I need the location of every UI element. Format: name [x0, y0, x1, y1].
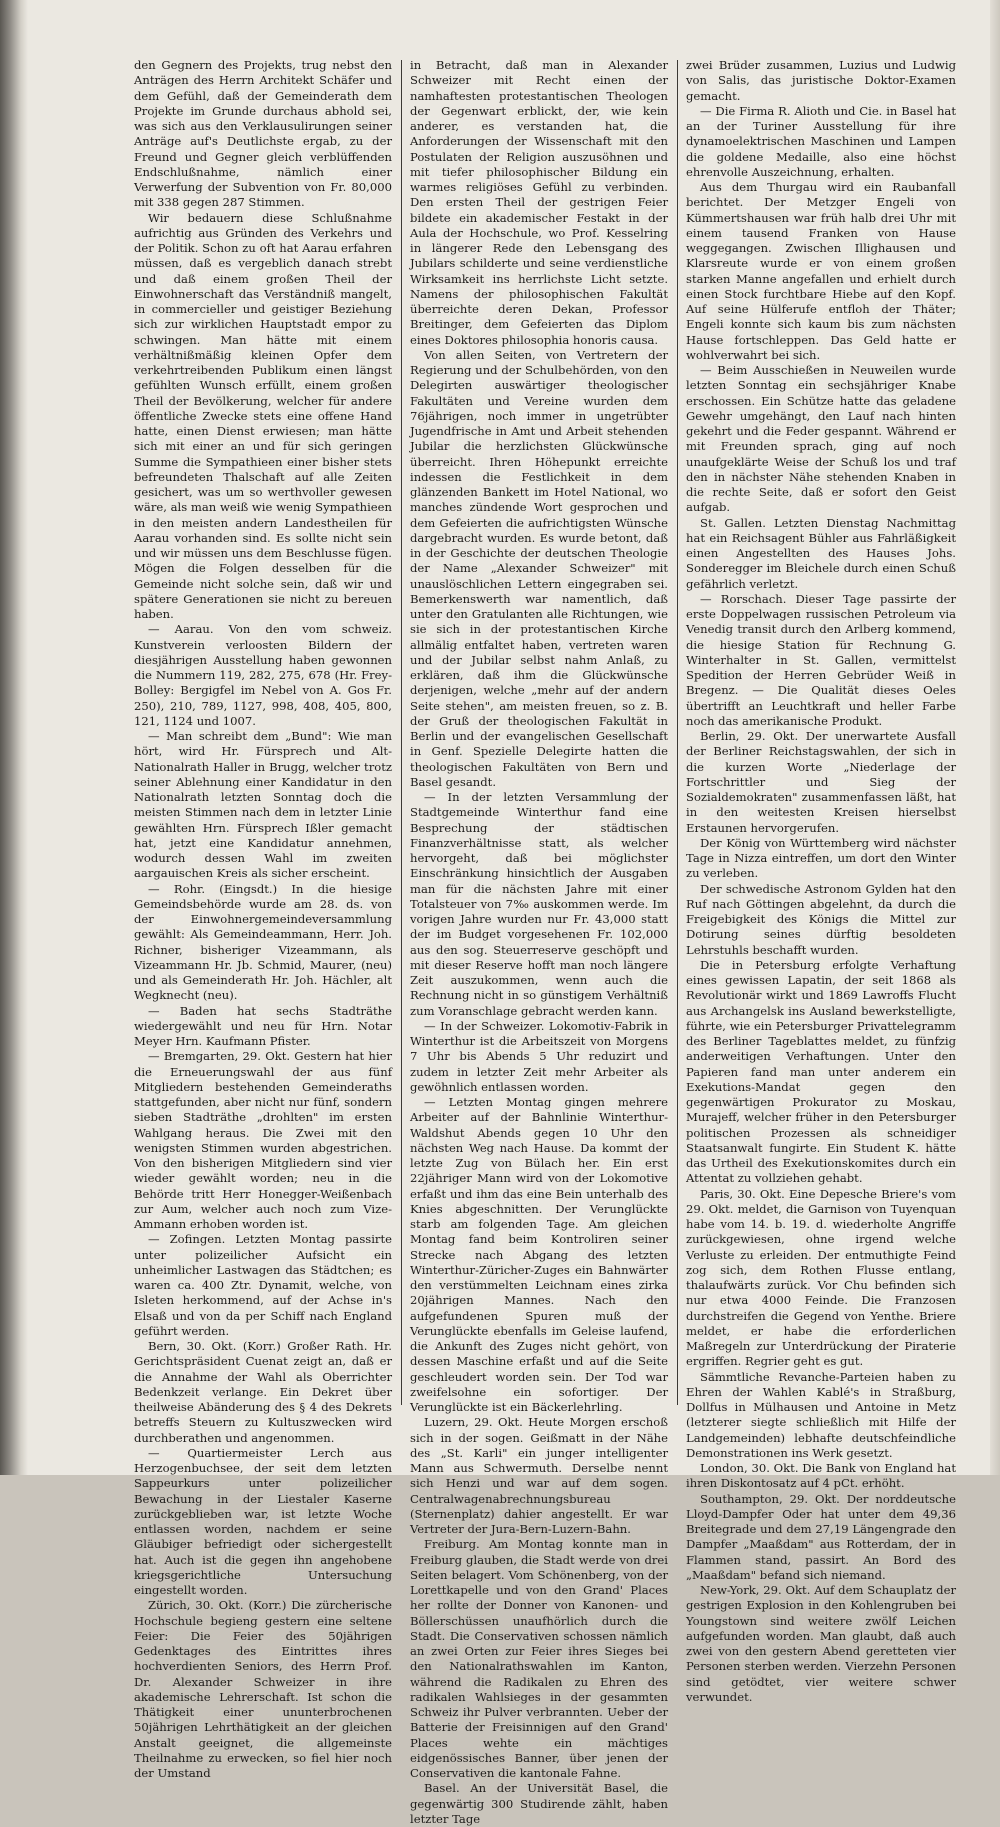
- article-paragraph: Basel. An der Universität Basel, die gegenwärtig 300 Studirende zählt, haben letzter Tage: [410, 1781, 668, 1826]
- article-paragraph: Die in Petersburg erfolgte Verhaftung eines gewissen Lapatin, der seit 1868 als Revolutionär wirkt und 1869 Lawroffs Flucht aus Archangelsk ins Ausland bewerkstelligte, führte, wie ein Petersburger Privattelegramm des Berliner Tageblattes meldet, zu fünfzig anderweitigen Verhaftungen. Unter den Papieren fand man unter anderem ein Exekutions-Mandat gegen den gegenwärtigen Prokurator zu Moskau, Murajeff, welcher früher in den Petersburger politischen Prozessen als schneidiger Staatsanwalt fungirte. Ein Student K. hätte das Urtheil des Exekutionskomites durch ein Attentat zu vollziehen gehabt.: [686, 957, 956, 1186]
- article-paragraph: — Quartiermeister Lerch aus Herzogenbuchsee, der seit dem letzten Sappeurkurs unter polizeilicher Bewachung in der Liestaler Kaserne zurückgeblieben war, ist letzte Woche entlassen worden, nachdem er seine Gläubiger befriedigt oder sichergestellt hat. Auch ist die gegen ihn angehobene kriegsgerichtliche Untersuchung eingestellt worden.: [134, 1445, 392, 1597]
- column-3: [686, 58, 956, 1704]
- article-paragraph: — In der letzten Versammlung der Stadtgemeinde Winterthur fand eine Besprechung der städtischen Finanzverhältnisse statt, als welcher hervorgeht, daß bei möglichster Einschränkung hinsichtlich der Ausgaben man für die nächsten Jahre mit einer Totalsteuer von 7‰ auskommen werde. Im vorigen Jahre wurden nur Fr. 43,000 statt der im Budget vorgesehenen Fr. 102,000 aus den sog. Steuerreserve geschöpft und mit dieser Reserve hofft man noch längere Zeit auszukommen, wenn auch die Rechnung nicht in so günstigem Verhältniß zum Voranschlage gebracht werden kann.: [410, 790, 668, 1018]
- article-paragraph: London, 30. Okt. Die Bank von England hat ihren Diskontosatz auf 4 pCt. erhöht.: [686, 1461, 956, 1491]
- article-paragraph: — Bremgarten, 29. Okt. Gestern hat hier die Erneuerungswahl der aus fünf Mitgliedern bestehenden Gemeinderaths stattgefunden, aber nicht nur fünf, sondern sieben Stadträthe „drohlten" im ersten Wahlgang heraus. Die Zwei mit den wenigsten Stimmen wurden abgestrichen. Von den bisherigen Mitgliedern sind vier wieder gewählt worden; neu in die Behörde tritt Herr Honegger-Weißenbach zur Aum, welcher auch noch zum Vize-Ammann erhoben worden ist.: [134, 1049, 392, 1231]
- article-paragraph: St. Gallen. Letzten Dienstag Nachmittag hat ein Reichsagent Bühler aus Fahrläßigkeit einen Angestellten des Hauses Johs. Sonderegger im Bleichele durch einen Schuß gefährlich verletzt.: [686, 515, 956, 591]
- article-paragraph: — Letzten Montag gingen mehrere Arbeiter auf der Bahnlinie Winterthur-Waldshut Abends gegen 10 Uhr den nächsten Weg nach Hause. Da kommt der letzte Zug von Bülach her. Ein erst 22jähriger Mann wird von der Lokomotive erfaßt und ihm das eine Bein unterhalb des Knies abgeschnitten. Der Verunglückte starb am folgenden Tage. Am gleichen Montag fand beim Kontroliren seiner Strecke nach Abgang des letzten Winterthur-Züricher-Zuges ein Bahnwärter den verstümmelten Leichnam eines zirka 20jährigen Mannes. Nach den aufgefundenen Spuren muß der Verunglückte ebenfalls im Geleise laufend, die Ankunft des Zuges nicht gehört, von dessen Maschine erfaßt und auf die Seite geschleudert worden sein. Der Tod war zweifelsohne ein sofortiger. Der Verunglückte ist ein Bäckerlehrling.: [410, 1095, 668, 1414]
- article-paragraph: — Beim Ausschießen in Neuweilen wurde letzten Sonntag ein sechsjähriger Knabe erschossen. Ein Schütze hatte das geladene Gewehr umgehängt, den Lauf nach hinten gekehrt und die Feder gespannt. Während er mit Freunden sprach, ging auf noch unaufgeklärte Weise der Schuß los und traf den in nächster Nähe stehenden Knaben in die rechte Seite, daß er sofort den Geist aufgab.: [686, 363, 956, 515]
- article-paragraph: Zürich, 30. Okt. (Korr.) Die zürcherische Hochschule begieng gestern eine seltene Feier: Die Feier des 50jährigen Gedenktages des Eintrittes ihres hochverdienten Seniors, des Herrn Prof. Dr. Alexander Schweizer in ihre akademische Lehrerschaft. Ist schon die Thätigkeit einer ununterbrochenen 50jährigen Lehrthätigkeit an der gleichen Anstalt geeignet, die allgemeinste Theilnahme zu erwecken, so fiel hier noch der Umstand: [134, 1598, 392, 1780]
- text-area: [106, 58, 968, 1826]
- article-paragraph: Southampton, 29. Okt. Der norddeutsche Lloyd-Dampfer Oder hat unter dem 49,36 Breitegrade und dem 27,19 Längengrade den Dampfer „Maaßdam" aus Rotterdam, der in Flammen stand, passirt. An Bord des „Maaßdam" befand sich niemand.: [686, 1491, 956, 1582]
- article-paragraph: Paris, 30. Okt. Eine Depesche Briere's vom 29. Okt. meldet, die Garnison von Tuyenquan habe vom 14. b. 19. d. wiederholte Angriffe zurückgewiesen, ohne irgend welche Verluste zu erleiden. Der entmuthigte Feind zog sich, dem Rothen Flusse entlang, thalaufwärts zurück. Vor Chu befinden sich nur etwa 4000 Feinde. Die Franzosen durchstreifen die Gegend von Yenthe. Briere meldet, er habe die erforderlichen Maßregeln zur Unterdrückung der Piraterie ergriffen. Regrier geht es gut.: [686, 1186, 956, 1369]
- article-paragraph: — Rorschach. Dieser Tage passirte der erste Doppelwagen russischen Petroleum via Venedig transit durch den Arlberg kommend, die hiesige Station für Rechnung G. Winterhalter in St. Gallen, vermittelst Spedition der Herren Gebrüder Weiß in Bregenz. — Die Qualität dieses Oeles übertrifft an Leuchtkraft und heller Farbe noch das amerikanische Produkt.: [686, 591, 956, 728]
- article-paragraph: Freiburg. Am Montag konnte man in Freiburg glauben, die Stadt werde von drei Seiten belagert. Vom Schönenberg, von der Lorettkapelle und von den Grand' Places her rollte der Donner von Kanonen- und Böllerschüssen unaufhörlich durch die Stadt. Die Conservativen schossen nämlich an zwei Orten zur Feier ihres Sieges bei den Nationalrathswahlen im Kanton, während die Radikalen zu Ehren des radikalen Wahlsieges in der gesammten Schweiz ihr Pulver verbrannten. Ueber der Batterie der Freisinnigen auf den Grand' Places wehte ein mächtiges eidgenössisches Banner, über jenen der Conservativen die kantonale Fahne.: [410, 1537, 668, 1780]
- article-paragraph: — Rohr. (Eingsdt.) In die hiesige Gemeindsbehörde wurde am 28. ds. von der Einwohnergemeindeversammlung gewählt: Als Gemeindeammann, Herr. Joh. Richner, bisheriger Vizeammann, als Vizeammann Hr. Jb. Schmid, Maurer, (neu) und als Gemeinderath Hr. Joh. Hächler, alt Wegknecht (neu).: [134, 881, 392, 1003]
- article-paragraph: Von allen Seiten, von Vertretern der Regierung und der Schulbehörden, von den Delegirten auswärtiger theologischer Fakultäten und Vereine wurden dem 76jährigen, noch immer in ungetrübter Jugendfrische in Amt und Arbeit stehenden Jubilar die herzlichsten Glückwünsche überreicht. Ihren Höhepunkt erreichte indessen die Festlichkeit in dem glänzenden Bankett im Hotel National, wo manches zündende Wort gesprochen und dem Gefeierten die aufrichtigsten Wünsche dargebracht wurden. Es wurde betont, daß in der Geschichte der deutschen Theologie der Name „Alexander Schweizer" mit unauslöschlichen Lettern eingegraben sei. Bemerkenswerth war namentlich, daß unter den Gratulanten alle Richtungen, wie sie sich in der protestantischen Kirche allmälig entfaltet haben, vertreten waren und der Jubilar selbst nahm Anlaß, zu erklären, daß ihm die Glückwünsche derjenigen, welche „mehr auf der andern Seite stehen", am meisten freuen, so z. B. der Gruß der theologischen Fakultät in Berlin und der evangelischen Gesellschaft in Genf. Spezielle Delegirte hatten die theologischen Fakultäten von Bern und Basel gesandt.: [410, 347, 668, 789]
- article-paragraph: — Zofingen. Letzten Montag passirte unter polizeilicher Aufsicht ein unheimlicher Lastwagen das Städtchen; es waren ca. 400 Ztr. Dynamit, welche, von Isleten herkommend, auf der Achse in's Elsaß und von da per Schiff nach England geführt werden.: [134, 1232, 392, 1338]
- article-paragraph: — Die Firma R. Alioth und Cie. in Basel hat an der Turiner Ausstellung für ihre dynamoelektrischen Maschinen und Lampen die goldene Medaille, also eine höchst ehrenvolle Auszeichnung, erhalten.: [686, 103, 956, 179]
- column-rule: [677, 60, 678, 1405]
- binding-edge: [0, 0, 28, 1475]
- article-paragraph: — Man schreibt dem „Bund": Wie man hört, wird Hr. Fürsprech und Alt-Nationalrath Haller in Brugg, welcher trotz seiner Ablehnung einer Kandidatur in den Nationalrath letzten Sonntag doch die meisten Stimmen nach dem in letzter Linie gewählten Hrn. Fürsprech Ißler gemacht hat, jetzt eine Kandidatur annehmen, wodurch dessen Wahl im zweiten aargauischen Kreis als sicher erscheint.: [134, 729, 392, 881]
- column-rule: [401, 60, 402, 1405]
- column-2: [410, 58, 668, 1826]
- article-paragraph: in Betracht, daß man in Alexander Schweizer mit Recht einen der namhaftesten protestantischen Theologen der Gegenwart erblickt, der, wie kein anderer, es verstanden hat, die Anforderungen der Wissenschaft mit den Postulaten der Religion auszusöhnen und mit tiefer philosophischer Bildung ein warmes religiöses Gefühl zu verbinden. Den ersten Theil der gestrigen Feier bildete ein akademischer Festakt in der Aula der Hochschule, wo Prof. Kesselring in längerer Rede den Lebensgang des Jubilars schilderte und seine verdienstliche Wirksamkeit ins herrlichste Licht setzte. Namens der philosophischen Fakultät überreichte deren Dekan, Professor Breitinger, dem Gefeierten das Diplom eines Doktores philosophia honoris causa.: [410, 58, 668, 347]
- article-paragraph: Luzern, 29. Okt. Heute Morgen erschoß sich in der sogen. Geißmatt in der Nähe des „St. Karli" ein junger intelligenter Mann aus Schwermuth. Derselbe nennt sich Henzi und war auf dem sogen. Centralwagenabrechnungsbureau (Sternenplatz) dahier angestellt. Er war Vertreter der Jura-Bern-Luzern-Bahn.: [410, 1415, 668, 1536]
- article-paragraph: — Aarau. Von den vom schweiz. Kunstverein verloosten Bildern der diesjährigen Ausstellung haben gewonnen die Nummern 119, 282, 275, 678 (Hr. Frey-Bolley: Bergigfel im Nebel von A. Gos Fr. 250), 210, 789, 1127, 998, 408, 405, 800, 121, 1124 und 1007.: [134, 622, 392, 728]
- article-paragraph: Der schwedische Astronom Gylden hat den Ruf nach Göttingen abgelehnt, da durch die Freigebigkeit des Königs die Mittel zur Dotirung seines dürftig besoldeten Lehrstuhls beschafft wurden.: [686, 881, 956, 957]
- article-paragraph: New-York, 29. Okt. Auf dem Schauplatz der gestrigen Explosion in den Kohlengruben bei Youngstown sind weitere zwölf Leichen aufgefunden worden. Man glaubt, daß auch zwei von den gestern Abend geretteten vier Personen sterben werden. Vierzehn Personen sind getödtet, vier weitere schwer verwundet.: [686, 1583, 956, 1704]
- article-paragraph: Wir bedauern diese Schlußnahme aufrichtig aus Gründen des Verkehrs und der Politik. Schon zu oft hat Aarau erfahren müssen, daß es vergeblich danach strebt und daß einem großen Theil der Einwohnerschaft das Verständniß mangelt, in commercieller und geistiger Beziehung sich zur wirklichen Hauptstadt empor zu schwingen. Man hätte mit einem verhältnißmäßig kleinen Opfer dem verkehrtreibenden Publikum einen längst gefühlten Wunsch erfüllt, einem großen Theil der Bevölkerung, welcher für andere öffentliche Zwecke stets eine offene Hand hatte, einen Dienst erwiesen; man hätte sich mit einer an und für sich geringen Summe die Sympathieen einer bisher stets befreundeten Thalschaft auf alle Zeiten gesichert, was um so werthvoller gewesen wäre, als man weiß wie wenig Sympathieen in den meisten andern Landestheilen für Aarau vorhanden sind. Es sollte nicht sein und wir müssen uns dem Beschlusse fügen. Mögen die Folgen desselben für die Gemeinde nicht solche sein, daß wir und spätere Generationen sie nicht zu bereuen haben.: [134, 210, 392, 621]
- article-paragraph: Sämmtliche Revanche-Parteien haben zu Ehren der Wahlen Kablé's in Straßburg, Dollfus in Mülhausen und Antoine in Metz (letzterer siegte schließlich mit Hilfe der Landgemeinden) lebhafte deutschfeindliche Demonstrationen ins Werk gesetzt.: [686, 1369, 956, 1460]
- article-paragraph: den Gegnern des Projekts, trug nebst den Anträgen des Herrn Architekt Schäfer und dem Gefühl, daß der Gemeinderath dem Projekte im Grunde durchaus abhold sei, was sich aus den Verklausulirungen seiner Anträge auf's Deutlichste ergab, zu der Freund und Gegner gleich verblüffenden Endschlußnahme, nämlich einer Verwerfung der Subvention von Fr. 80,000 mit 338 gegen 287 Stimmen.: [134, 58, 392, 210]
- article-paragraph: Der König von Württemberg wird nächster Tage in Nizza eintreffen, um dort den Winter zu verleben.: [686, 835, 956, 881]
- article-paragraph: — In der Schweizer. Lokomotiv-Fabrik in Winterthur ist die Arbeitszeit von Morgens 7 Uhr bis Abends 5 Uhr reduzirt und zudem in letzter Zeit mehr Arbeiter als gewöhnlich entlassen worden.: [410, 1018, 668, 1094]
- article-paragraph: Aus dem Thurgau wird ein Raubanfall berichtet. Der Metzger Engeli von Kümmertshausen war früh halb drei Uhr mit einem tausend Franken von Hause weggegangen. Zwischen Illighausen und Klarsreute wurde er von einem großen starken Manne angefallen und erhielt durch einen Stock furchtbare Hiebe auf den Kopf. Auf seine Hülferufe entfloh der Thäter; Engeli konnte sich kaum bis zum nächsten Hause fortschleppen. Das Geld hatte er wohlverwahrt bei sich.: [686, 180, 956, 362]
- article-paragraph: — Baden hat sechs Stadträthe wiedergewählt und neu für Hrn. Notar Meyer Hrn. Kaufmann Pfister.: [134, 1003, 392, 1048]
- article-paragraph: Berlin, 29. Okt. Der unerwartete Ausfall der Berliner Reichstagswahlen, der sich in die kurzen Worte „Niederlage der Fortschrittler und Sieg der Sozialdemokraten" zusammenfassen läßt, hat in den weitesten Kreisen hierselbst Erstaunen hervorgerufen.: [686, 729, 956, 835]
- article-paragraph: Bern, 30. Okt. (Korr.) Großer Rath. Hr. Gerichtspräsident Cuenat zeigt an, daß er die Annahme der Wahl als Oberrichter Bedenkzeit verlange. Ein Dekret über theilweise Abänderung des § 4 des Dekrets betreffs Steuern zu Kultuszwecken wird durchberathen und angenommen.: [134, 1339, 392, 1445]
- column-1: [134, 58, 392, 1780]
- page-edge: [990, 0, 1000, 1475]
- article-paragraph: zwei Brüder zusammen, Luzius und Ludwig von Salis, das juristische Doktor-Examen gemacht.: [686, 58, 956, 103]
